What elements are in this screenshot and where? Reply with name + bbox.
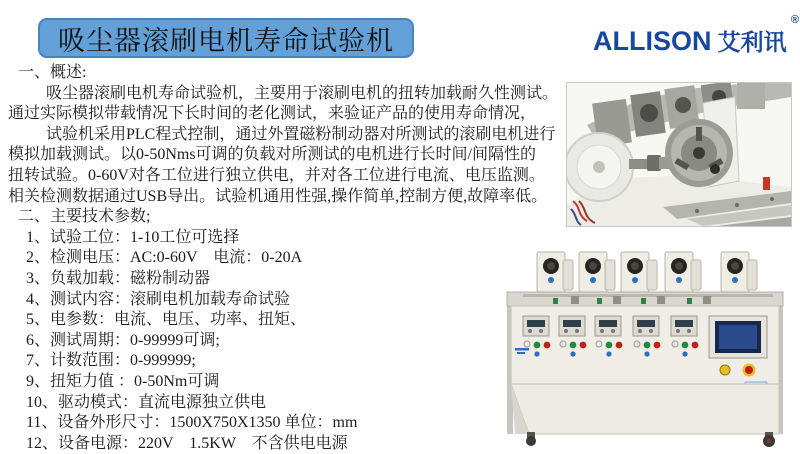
photo-test-machine (493, 236, 795, 448)
spec-item: 4、测试内容：滚刷电机加载寿命试验 (26, 290, 291, 308)
text-column (8, 63, 566, 454)
brand-logo-latin: ALLISON (593, 26, 712, 56)
overview-heading: 一、概述: (18, 64, 87, 81)
spec-item: 10、驱动模式：直流电源独立供电 (26, 393, 267, 411)
overview-line: 通过实际模拟带载情况下长时间的老化测试，来验证产品的使用寿命情况， (8, 105, 537, 123)
overview-line: 相关检测数据通过USB导出。试验机通用性强,操作简单,控制方便,故障率低。 (8, 187, 548, 205)
overview-line: 扭转试验。0-60V对各工位进行独立供电，并对各工位进行电流、电压监测。 (8, 166, 545, 184)
brand-logo-cjk: 艾利讯 (717, 29, 787, 55)
specs-heading: 二、主要技术参数; (18, 208, 151, 226)
spec-item: 2、检测电压：AC:0-60V 电流：0-20A (26, 249, 303, 267)
meter-panels (523, 316, 697, 336)
spec-item: 7、计数范围：0-999999; (26, 352, 196, 370)
spec-item: 3、负载加载：磁粉制动器 (26, 269, 211, 287)
spec-item: 12、设备电源：220V 1.5KW 不含供电电源 (26, 434, 348, 452)
overview-line: 试验机采用PLC程式控制，通过外置磁粉制动器对所测试的滚刷电机进行 (46, 125, 556, 143)
spec-item: 6、测试周期：0-99999可调; (26, 331, 220, 349)
overview-line: 模拟加载测试。以0-50Nms可调的负载对所测试的电机进行长时间/间隔性的 (8, 146, 537, 164)
registered-trademark-icon: ® (790, 14, 799, 26)
test-machine-illustration (493, 236, 795, 448)
photo-fixture-closeup (566, 82, 792, 227)
page-title: 吸尘器滚刷电机寿命试验机 (58, 25, 394, 56)
brand-logo (593, 14, 799, 58)
fixture-closeup-illustration (567, 83, 791, 226)
touchscreen (709, 316, 767, 358)
magnetic-brake-disc (567, 133, 633, 201)
spec-item: 11、设备外形尺寸：1500X750X1350 单位：mm (26, 414, 358, 432)
base-skirt (511, 384, 779, 434)
spec-item: 1、试验工位：1-10工位可选择 (26, 228, 240, 246)
spec-item: 9、扭矩力值 ：0-50Nm可调 (26, 372, 220, 390)
overview-line: 吸尘器滚刷电机寿命试验机，主要用于滚刷电机的扭转加载耐久性测试。 (46, 84, 559, 102)
title-banner (38, 18, 414, 58)
three-jaw-chuck (665, 119, 733, 187)
spec-item: 5、电参数：电流、电压、功率、扭矩、 (26, 311, 307, 329)
red-part (763, 177, 770, 190)
tabletop (507, 292, 783, 306)
